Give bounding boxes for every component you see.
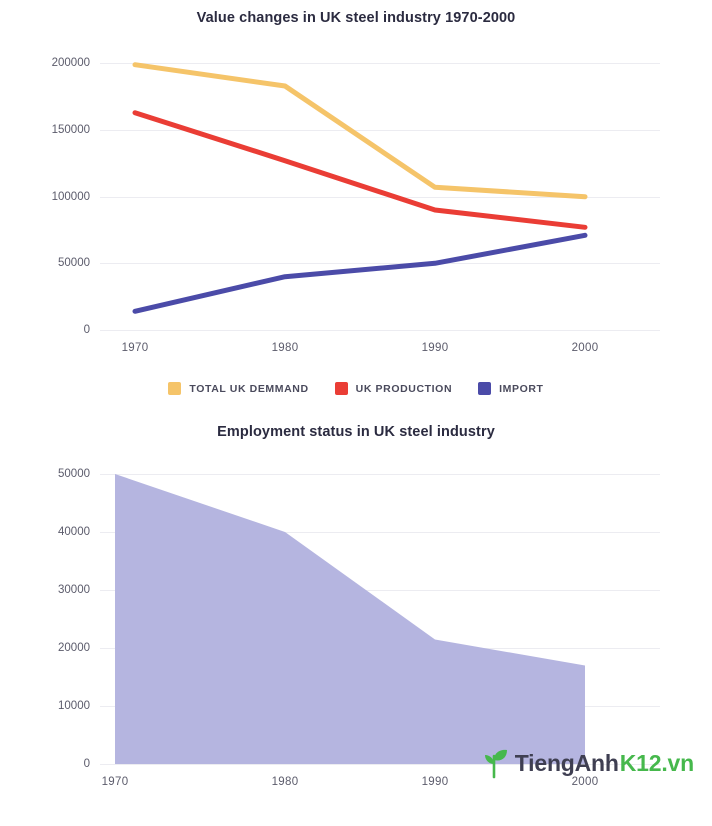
legend-item-total-uk-demmand[interactable] xyxy=(168,382,308,395)
chart2-xtick: 1990 xyxy=(421,776,449,788)
chart1-series-svg xyxy=(100,50,660,330)
legend-swatch-icon xyxy=(478,382,491,395)
leaf-icon xyxy=(481,748,509,778)
chart2-xtick: 1970 xyxy=(101,776,129,788)
legend-swatch-icon xyxy=(335,382,348,395)
chart1-xtick: 2000 xyxy=(571,342,599,354)
chart2-xtick: 2000 xyxy=(571,776,599,788)
series-uk-production-line xyxy=(135,113,585,228)
series-employment-area xyxy=(115,474,585,764)
chart2-ytick: 50000 xyxy=(58,468,90,480)
chart1-ytick: 100000 xyxy=(51,190,90,203)
chart2-ytick: 10000 xyxy=(58,700,90,712)
value-changes-chart xyxy=(0,0,712,408)
chart2-title: Employment status in UK steel industry xyxy=(217,424,495,440)
employment-status-chart xyxy=(0,412,712,826)
legend-label: TOTAL UK DEMMAND xyxy=(189,382,309,395)
chart2-ytick: 0 xyxy=(83,758,90,770)
legend-label: UK PRODUCTION xyxy=(355,382,453,395)
chart1-title: Value changes in UK steel industry 1970-2000 xyxy=(196,10,516,26)
chart1-xtick: 1970 xyxy=(121,342,149,354)
chart1-xtick: 1990 xyxy=(421,342,449,354)
chart2-xtick: 1980 xyxy=(271,776,299,788)
chart1-ytick: 50000 xyxy=(58,257,90,270)
chart2-ytick: 30000 xyxy=(58,584,90,596)
watermark-text-main: TiengAnh xyxy=(514,749,619,776)
chart1-ytick: 0 xyxy=(83,324,90,336)
series-import-line xyxy=(135,235,585,311)
watermark-text-accent: K12.vn xyxy=(619,749,694,776)
chart1-plot-area xyxy=(51,50,660,354)
chart2-ytick: 40000 xyxy=(58,526,90,538)
gridline xyxy=(100,330,660,331)
chart2-ytick: 20000 xyxy=(58,642,90,654)
chart1-legend xyxy=(0,382,712,395)
series-total-uk-demmand-line xyxy=(135,65,585,197)
chart2-area-svg xyxy=(100,464,660,764)
legend-swatch-icon xyxy=(168,382,181,395)
watermark xyxy=(481,748,694,778)
legend-item-import[interactable] xyxy=(478,382,543,395)
chart1-ytick: 150000 xyxy=(51,124,90,136)
legend-item-uk-production[interactable] xyxy=(335,382,452,395)
chart1-ytick: 200000 xyxy=(51,57,90,70)
legend-label: IMPORT xyxy=(499,382,544,395)
chart1-xtick: 1980 xyxy=(271,342,299,354)
